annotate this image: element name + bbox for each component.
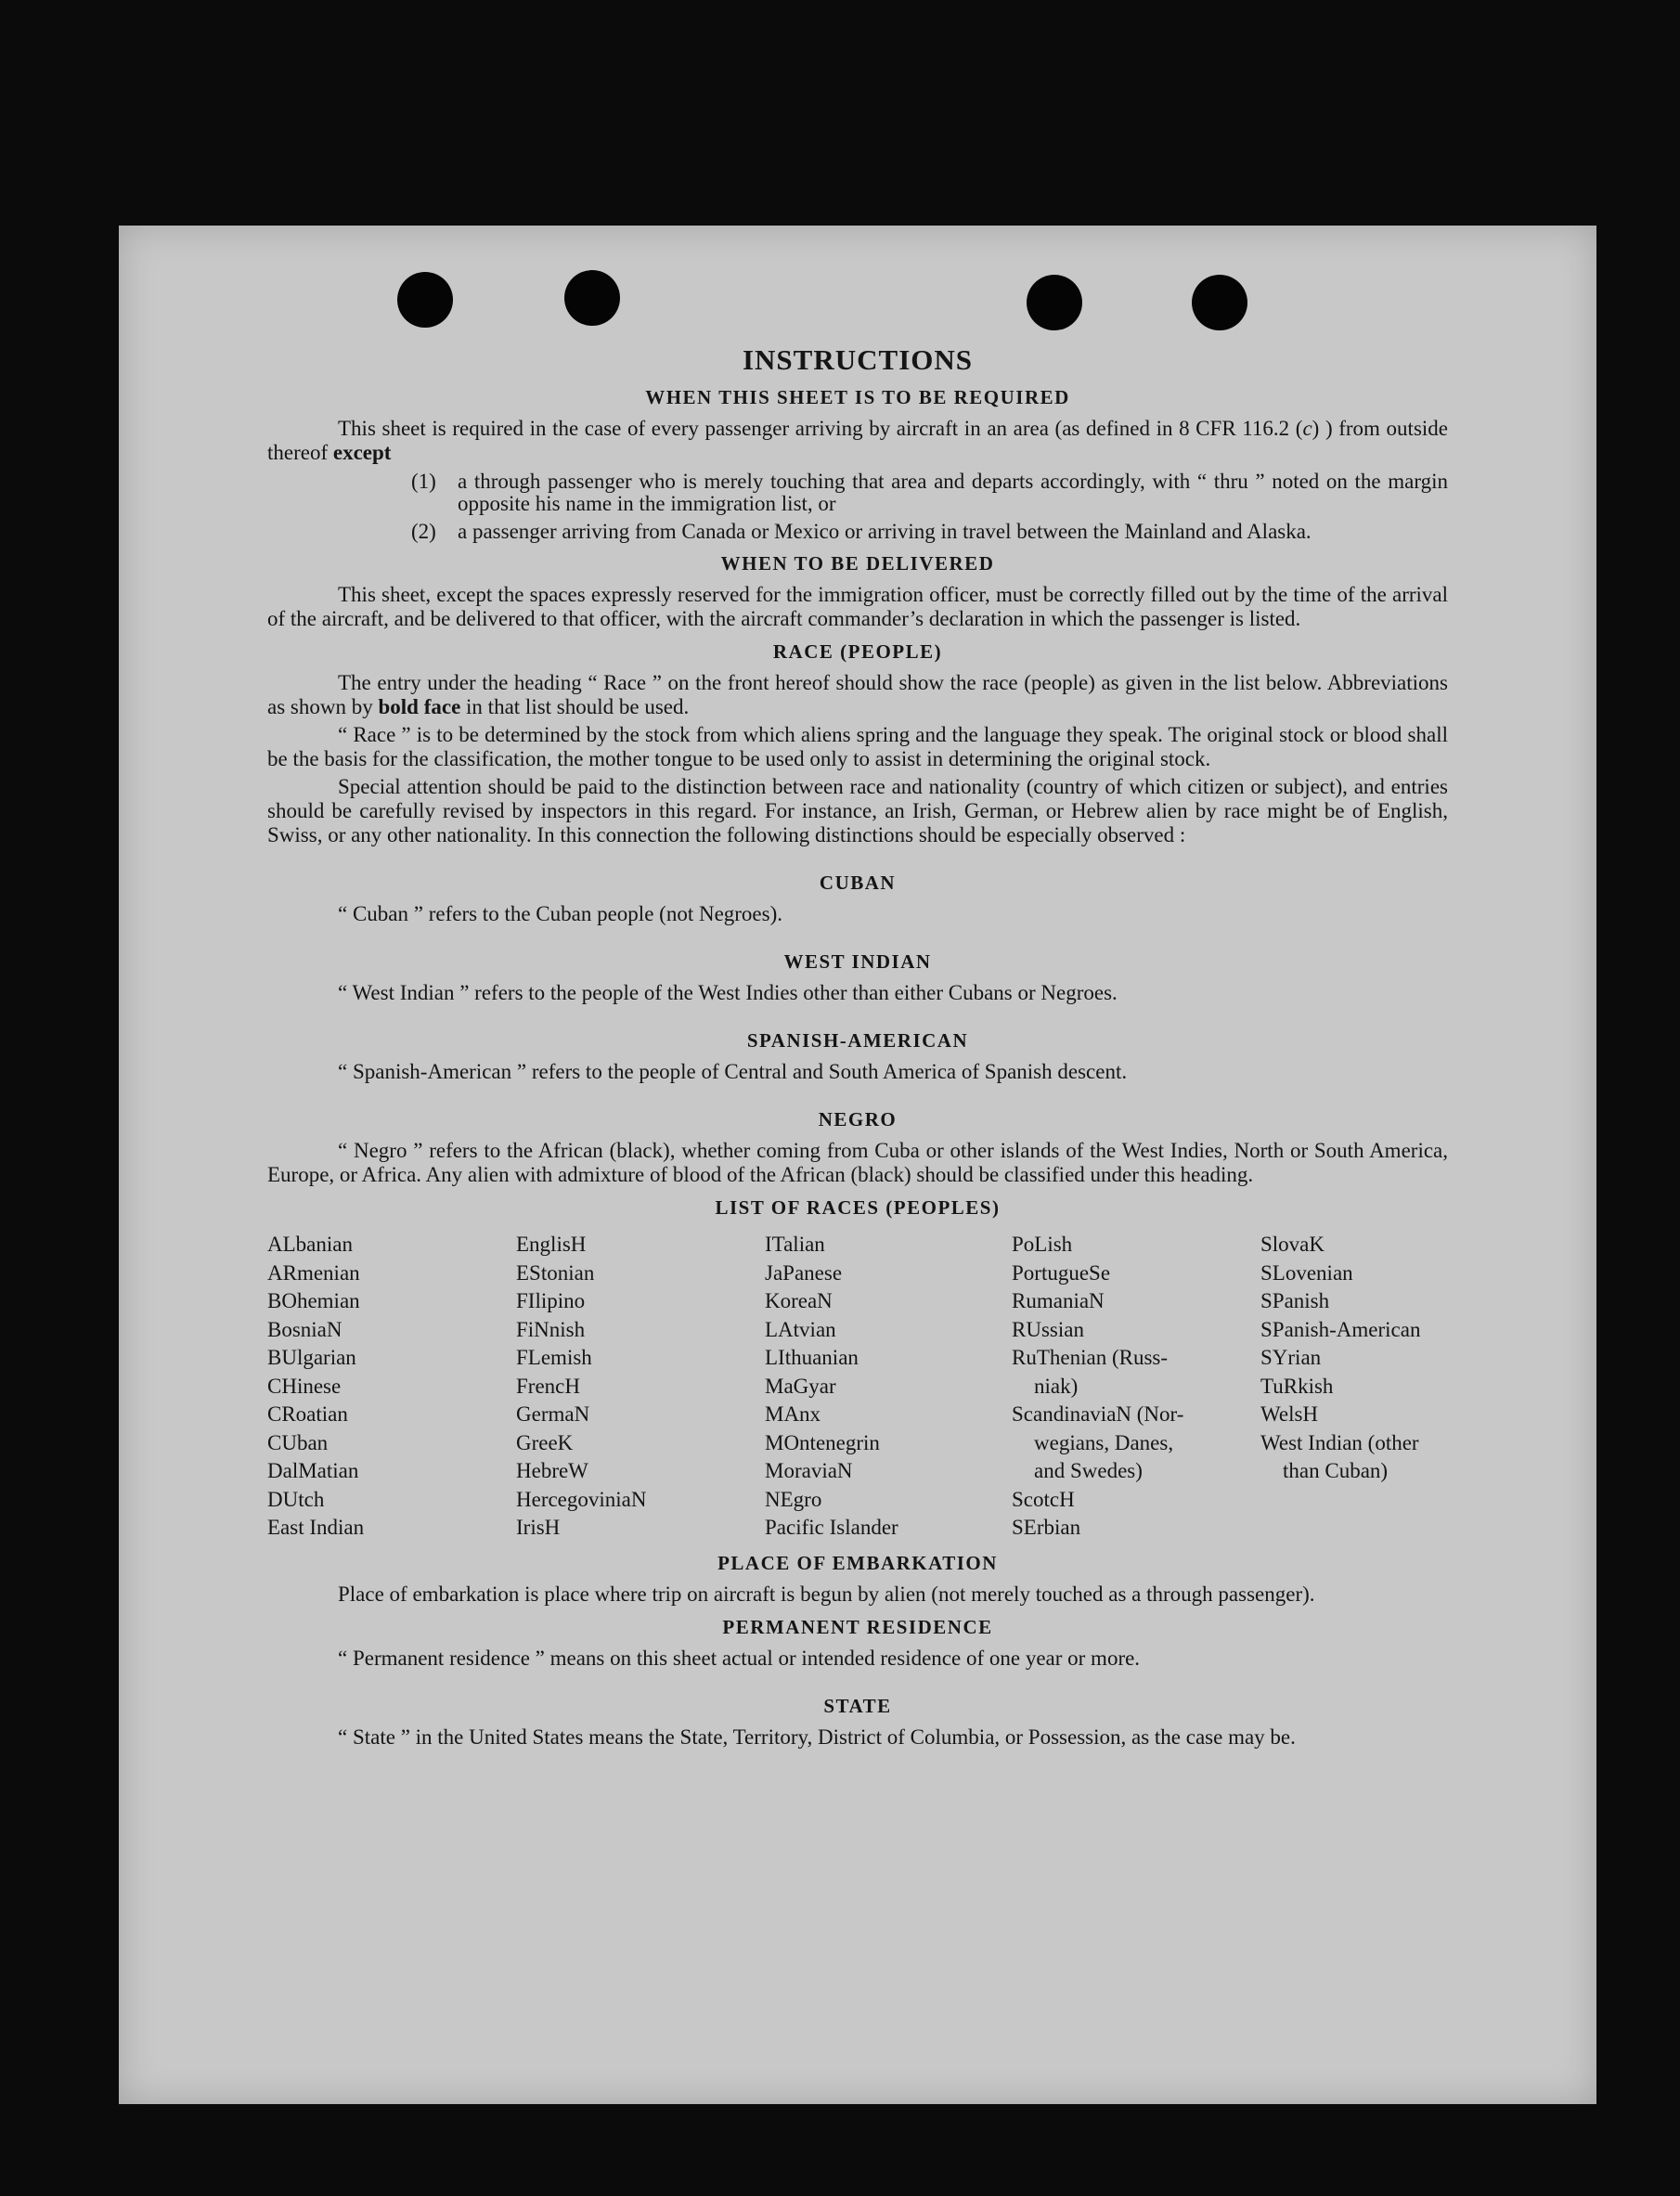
race-item: SYrian [1260, 1346, 1322, 1369]
heading-cuban: CUBAN [819, 872, 897, 894]
race-item: HercegoviniaN [516, 1487, 647, 1511]
race-item-continued: than Cuban) [1283, 1459, 1389, 1482]
race-item: IrisH [516, 1516, 561, 1539]
race-column-5 [1260, 1231, 1455, 1543]
race-item: RuThenian (Russ- [1012, 1346, 1169, 1369]
race-item: BOhemian [267, 1289, 360, 1312]
heading-list-of-races: LIST OF RACES (PEOPLES) [715, 1196, 1001, 1219]
race-item: CHinese [267, 1374, 342, 1398]
race-item: DalMatian [267, 1459, 359, 1482]
race-column-4 [1012, 1231, 1260, 1543]
race-item: FrencH [516, 1374, 580, 1398]
race-item: East Indian [267, 1516, 365, 1539]
race-item: SLovenian [1260, 1260, 1353, 1285]
race-item: KoreaN [765, 1289, 833, 1312]
race-item: LIthuanian [765, 1346, 859, 1369]
race-item: BosniaN [267, 1317, 342, 1341]
race-column-3 [765, 1231, 1012, 1543]
spanish-american-text: “ Spanish-American ” refers to the people of Central and South America of Spanish descent. [338, 1060, 1128, 1083]
heading-when-delivered: WHEN TO BE DELIVERED [720, 552, 995, 575]
race-item: HebreW [516, 1459, 588, 1482]
race-item: ARmenian [267, 1260, 360, 1285]
race-item: PortugueSe [1012, 1260, 1111, 1285]
race-item: Pacific Islander [765, 1516, 898, 1539]
heading-embarkation: PLACE OF EMBARKATION [717, 1551, 998, 1574]
race-paragraph-3: Special attention should be paid to the distinction between race and nationality (country of which citizen or subject), and entries should be carefully revised by inspectors in this regard. For instance, an Irish, German, or Hebrew alien by race might be of English, Swiss, or any other nationality. In this connection the following distinctions should be especially observed : [267, 775, 1448, 846]
race-item: EnglisH [516, 1233, 587, 1256]
race-item: FLemish [516, 1346, 592, 1369]
race-item: NEgro [765, 1487, 822, 1511]
race-item: MOntenegrin [765, 1430, 880, 1454]
exception-item-2: (2) a passenger arriving from Canada or Mexico or arriving in travel between the Mainland and Alaska. [411, 520, 1312, 543]
race-item: West Indian (other [1260, 1430, 1419, 1454]
race-item: ScotcH [1012, 1487, 1075, 1511]
race-item: GreeK [516, 1430, 574, 1454]
punch-hole [1192, 275, 1247, 330]
document-title: INSTRUCTIONS [742, 343, 973, 376]
race-item: CUban [267, 1430, 329, 1454]
race-item: SPanish [1260, 1289, 1330, 1312]
race-item: RUssian [1012, 1317, 1084, 1341]
document-content [267, 343, 1448, 1753]
punch-hole [1027, 275, 1082, 330]
heading-west-indian: WEST INDIAN [783, 950, 932, 973]
race-item: BUlgarian [267, 1346, 356, 1369]
race-item: SPanish-American [1260, 1317, 1421, 1341]
when-delivered-text: This sheet, except the spaces expressly reserved for the immigration officer, must be correctly filled out by the time of the arrival of the aircraft, and be delivered to that officer, with the aircraft commander’s declaration in which the passenger is listed. [267, 583, 1448, 630]
heading-negro: NEGRO [818, 1108, 898, 1130]
race-item: LAtvian [765, 1317, 836, 1341]
negro-text: “ Negro ” refers to the African (black), whether coming from Cuba or other islands of the West Indies, North or South America, Europe, or Africa. Any alien with admixture of blood of the African (black) should be classified under this heading. [267, 1139, 1448, 1186]
race-item-continued: niak) [1034, 1374, 1079, 1398]
race-item: JaPanese [765, 1260, 843, 1285]
race-item: EStonian [516, 1260, 595, 1285]
race-item-continued: wegians, Danes, [1034, 1430, 1174, 1454]
punch-hole [564, 270, 620, 326]
heading-when-required: WHEN THIS SHEET IS TO BE REQUIRED [645, 386, 1070, 408]
race-item: SlovaK [1260, 1233, 1325, 1256]
race-item: ScandinaviaN (Nor- [1012, 1402, 1184, 1426]
race-list [267, 1231, 1448, 1543]
heading-permanent-residence: PERMANENT RESIDENCE [722, 1615, 993, 1638]
race-item: SErbian [1012, 1516, 1081, 1539]
race-item: FiNnish [516, 1317, 586, 1341]
race-item: CRoatian [267, 1402, 348, 1426]
embarkation-text: Place of embarkation is place where trip on aircraft is begun by alien (not merely touched as a through passenger). [338, 1582, 1315, 1606]
race-column-2 [516, 1231, 765, 1543]
punch-hole [397, 272, 453, 328]
race-item: GermaN [516, 1402, 590, 1426]
exception-item-1: (1) a through passenger who is merely touching that area and departs accordingly, with “ thru ” noted on the margin opposite his name in the immigration list, or [411, 470, 1448, 515]
race-item: FIlipino [516, 1289, 586, 1312]
heading-spanish-american: SPANISH-AMERICAN [746, 1029, 969, 1052]
race-item: MoraviaN [765, 1459, 853, 1482]
race-paragraph-2: “ Race ” is to be determined by the stock from which aliens spring and the language they speak. The original stock or blood shall be the basis for the classification, the mother tongue to be used only to assist in determining the original stock. [267, 723, 1448, 770]
permanent-residence-text: “ Permanent residence ” means on this sheet actual or intended residence of one year or more. [338, 1646, 1141, 1670]
race-item: TuRkish [1260, 1374, 1334, 1398]
race-item-continued: and Swedes) [1034, 1459, 1143, 1482]
west-indian-text: “ West Indian ” refers to the people of the West Indies other than either Cubans or Negroes. [338, 981, 1118, 1004]
race-item: ITalian [765, 1233, 825, 1256]
race-item: PoLish [1012, 1233, 1073, 1256]
race-item: RumaniaN [1012, 1289, 1105, 1312]
race-column-1 [267, 1231, 516, 1543]
race-item: WelsH [1260, 1402, 1319, 1426]
race-item: MaGyar [765, 1374, 836, 1398]
document-sheet [119, 226, 1596, 2104]
race-item: DUtch [267, 1487, 325, 1511]
when-required-intro: This sheet is required in the case of every passenger arriving by aircraft in an area (as defined in 8 CFR 116.2 (c) ) from outside thereof except [267, 417, 1448, 464]
race-item: MAnx [765, 1402, 821, 1426]
race-paragraph-1: The entry under the heading “ Race ” on the front hereof should show the race (people) as given in the list below. Abbreviations as shown by bold face in that list should be used. [267, 671, 1448, 718]
heading-state: STATE [823, 1694, 892, 1717]
race-item: ALbanian [267, 1233, 353, 1256]
heading-race: RACE (PEOPLE) [772, 640, 943, 663]
cuban-text: “ Cuban ” refers to the Cuban people (not Negroes). [338, 902, 783, 925]
state-text: “ State ” in the United States means the State, Territory, District of Columbia, or Possession, as the case may be. [338, 1725, 1296, 1749]
